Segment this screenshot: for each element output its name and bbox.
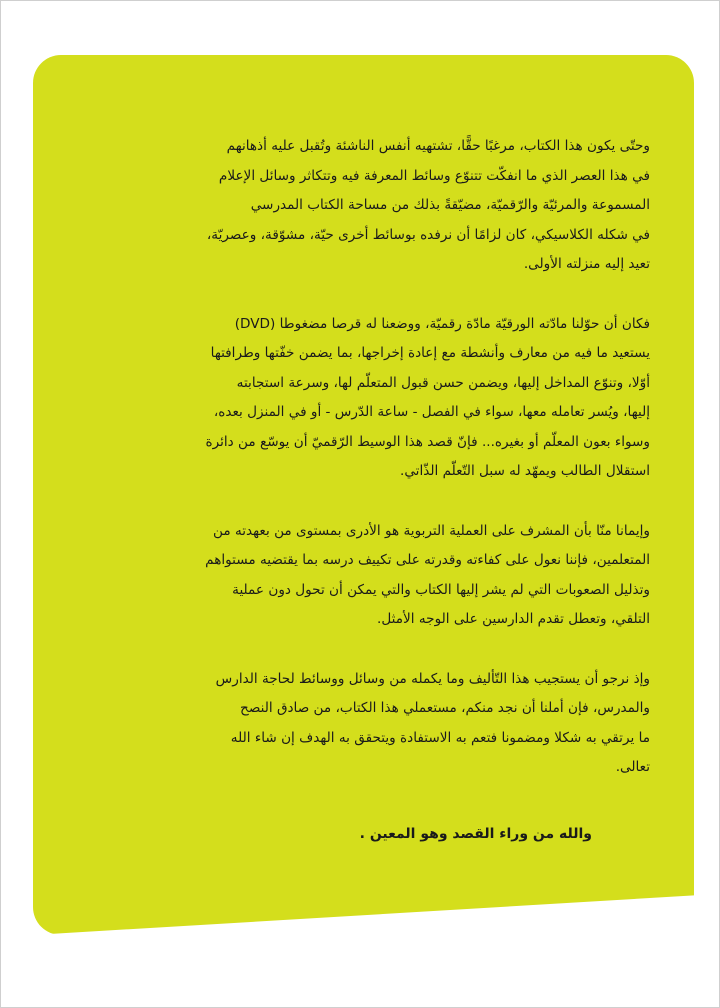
paragraph-teacher-role: وإيمانا منّا بأن المشرف على العملية التربوية هو الأدرى بمستوى من بعهدته من المتعلمين، فإننا نعول على كفاءته وقدرته على تكييف درسه بما يقتضيه مستواهم وتذليل الصعوبات التي لم يشر إليها الكتاب والتي يمكن أن تحول دون عملية التلقي، وتعطل تقدم الدارسين على الوجه الأمثل. — [205, 522, 650, 627]
paragraph-digital-media: فكان أن حوّلنا مادّته الورقيّة مادّة رقميّة، ووضعنا له قرصا مضغوطا (DVD) يستعيد ما فيه من معارف وأنشطة مع إعادة إخراجها، بما يضمن خفّتها وطرافتها أوّلا، وتنوّع المداخل إليها، ويضمن حسن قبول المتعلّم لها، وسرعة استجابته إليها، ويُسر تعامله معها، سواء في الفصل - ساعة الدّرس - أو في المنزل بعده، وسواء بعون المعلّم أو بغيره... فإنّ قصد هذا الوسيط الرّقميّ أن يوسّع من دائرة استقلال الطالب ويمهّد له سبل التّعلّم الذّاتي. — [205, 315, 650, 479]
document-body — [88, 132, 650, 813]
paragraph-closing-hope: وإذ نرجو أن يستجيب هذا التّأليف وما يكمله من وسائل ووسائط لحاجة الدارس والمدرس، فإن أملنا أن نجد منكم، مستعملي هذا الكتاب، من صادق النصح ما يرتقي به شكلا ومضمونا فتعم به الاستفادة ويتحقق به الهدف إن شاء الله تعالى. — [215, 670, 650, 775]
paragraph-intro: وحتّى يكون هذا الكتاب، مرغبًا حقًّا، تشتهيه أنفس الناشئة وتُقبل عليه أذهانهم في هذا العصر الذي ما انفكّت تتنوّع وسائط المعرفة فيه وتتكاثر وسائل الإعلام المسموعة والمرئيّة والرّقميّة، مضيّقةً بذلك من مساحة الكتاب المدرسي في شكله الكلاسيكي، كان لزامًا أن نرفده بوسائط أخرى حيّة، مشوّقة، وعصريّة، تعيد إليه منزلته الأولى. — [206, 138, 650, 272]
closing-statement: والله من وراء القصد وهو المعين . — [359, 826, 592, 842]
